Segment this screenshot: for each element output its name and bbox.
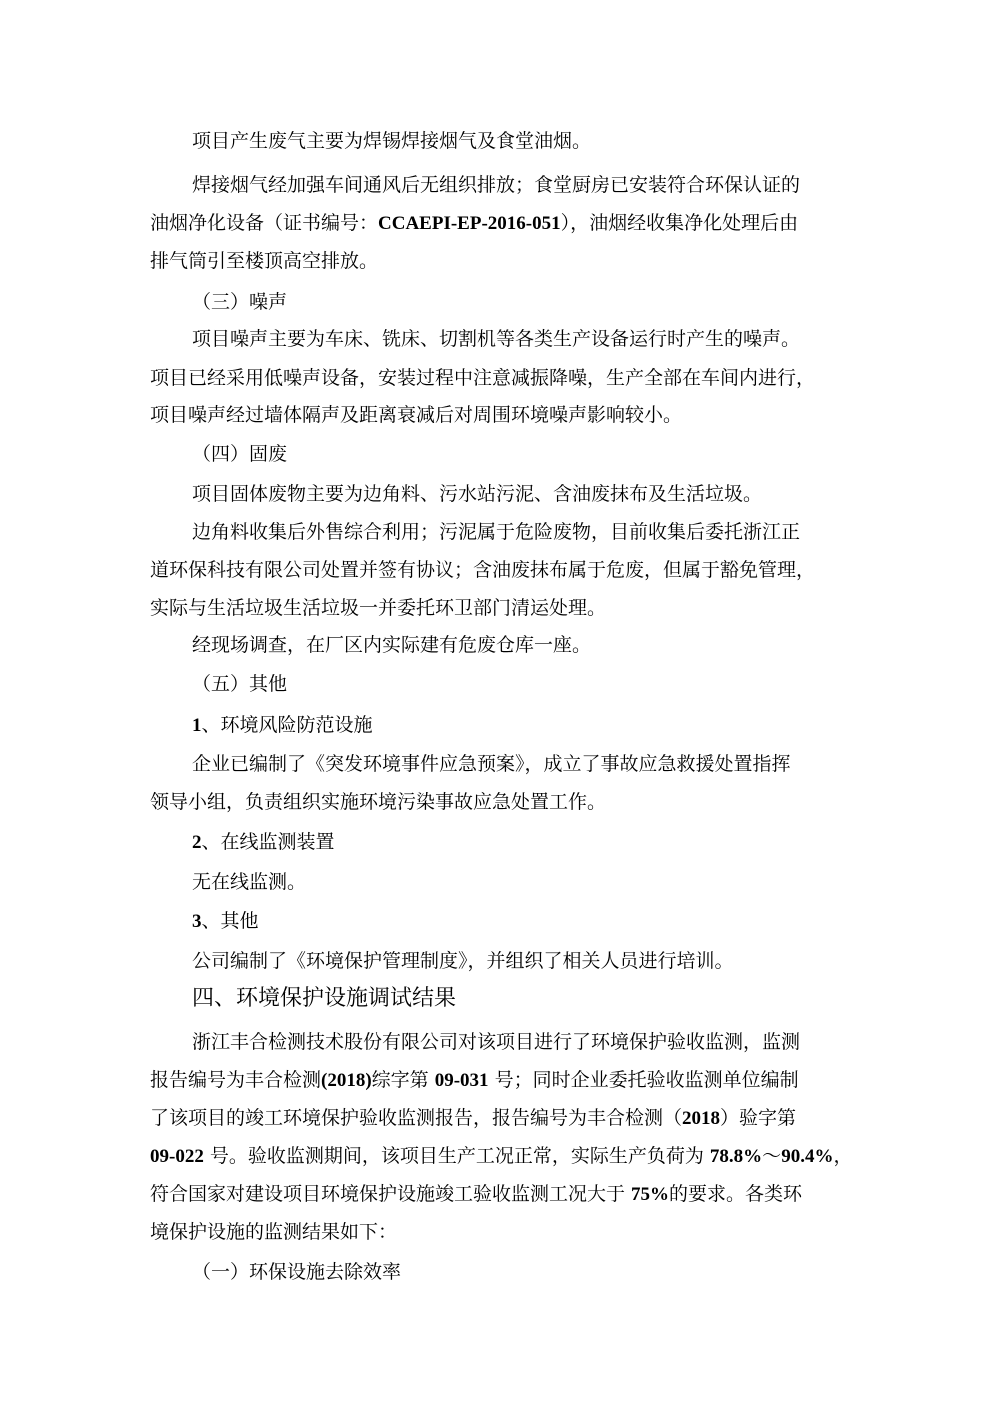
- report-number: 09-022: [150, 1146, 204, 1167]
- paragraph-line: [192, 173, 800, 197]
- paragraph-line: [150, 1220, 397, 1244]
- text: 综字第: [371, 1069, 435, 1091]
- report-year: 2018: [682, 1108, 721, 1129]
- text: （五）其他: [192, 673, 288, 695]
- item-heading: [192, 909, 259, 934]
- text: 项目固体废物主要为边角料、污水站污泥、含油废抹布及生活垃圾。: [192, 483, 763, 505]
- paragraph-line: [150, 366, 815, 390]
- paragraph-line: [150, 790, 606, 814]
- text: （四）固废: [192, 443, 288, 465]
- section-heading: [192, 442, 287, 466]
- text: 项目已经采用低噪声设备，安装过程中注意减振降噪，生产全部在车间内进行，: [150, 367, 816, 389]
- certificate-number: CCAEPI-EP-2016-051: [378, 213, 561, 234]
- text: 、其他: [201, 910, 259, 932]
- text: 、环境风险防范设施: [201, 714, 373, 736]
- paragraph-line: [192, 949, 734, 973]
- text: ）验字第: [720, 1107, 797, 1129]
- text: 报告编号为丰合检测: [150, 1069, 322, 1091]
- load-min: 78.8%: [709, 1146, 763, 1167]
- text: 的要求。各类环: [669, 1183, 803, 1205]
- text: 企业已编制了《突发环境事件应急预案》，成立了事故应急救援处置指挥: [192, 753, 791, 775]
- paragraph-line: [192, 129, 591, 153]
- text: 了该项目的竣工环境保护验收监测报告，报告编号为丰合检测（: [150, 1107, 683, 1129]
- paragraph-line: [150, 403, 682, 427]
- text: 符合国家对建设项目环境保护设施竣工验收监测工况大于: [150, 1183, 632, 1205]
- load-max: 90.4%: [781, 1146, 834, 1167]
- text: （三）噪声: [192, 291, 288, 313]
- section-heading: [192, 672, 287, 696]
- report-number: 09-031: [434, 1070, 489, 1091]
- paragraph-line: [150, 558, 815, 582]
- paragraph-line: [192, 752, 791, 776]
- text: 领导小组，负责组织实施环境污染事故应急处置工作。: [150, 791, 607, 813]
- text: 号；同时企业委托验收监测单位编制: [488, 1069, 799, 1091]
- text: 焊接烟气经加强车间通风后无组织排放；食堂厨房已安装符合环保认证的: [192, 174, 801, 196]
- text: 边角料收集后外售综合利用；污泥属于危险废物，目前收集后委托浙江正: [192, 521, 801, 543]
- text: 道环保科技有限公司处置并签有协议；含油废抹布属于危废，但属于豁免管理，: [150, 559, 816, 581]
- text: 境保护设施的监测结果如下：: [150, 1221, 398, 1243]
- text: 实际与生活垃圾生活垃圾一并委托环卫部门清运处理。: [150, 597, 607, 619]
- text: 油烟净化设备（证书编号：: [150, 212, 379, 234]
- section-heading: [192, 1260, 401, 1284]
- paragraph-line: [192, 520, 800, 544]
- text: 无在线监测。: [192, 871, 307, 893]
- paragraph-line: [150, 1106, 796, 1131]
- item-heading: [192, 830, 335, 855]
- text: 号。验收监测期间，该项目生产工况正常，实际生产负荷为: [203, 1145, 710, 1167]
- paragraph-line: [192, 327, 800, 351]
- item-number: 2: [192, 832, 202, 853]
- text: 经现场调查，在厂区内实际建有危废仓库一座。: [192, 634, 592, 656]
- item-number: 1: [192, 715, 202, 736]
- chapter-heading: [192, 985, 456, 1013]
- load-threshold: 75%: [631, 1184, 670, 1205]
- paragraph-line: [150, 1144, 852, 1169]
- text: ），油烟经收集净化处理后由: [560, 212, 799, 234]
- paragraph-line: [192, 482, 762, 506]
- text: 四、环境保护设施调试结果: [192, 986, 457, 1011]
- text: 项目噪声经过墙体隔声及距离衰减后对周围环境噪声影响较小。: [150, 404, 683, 426]
- text: 浙江丰合检测技术股份有限公司对该项目进行了环境保护验收监测，监测: [192, 1031, 801, 1053]
- paragraph-line: [150, 1182, 802, 1207]
- text: 排气筒引至楼顶高空排放。: [150, 250, 379, 272]
- item-heading: [192, 713, 373, 738]
- text: 项目产生废气主要为焊锡焊接烟气及食堂油烟。: [192, 130, 592, 152]
- paragraph-line: [150, 596, 606, 620]
- text: 、在线监测装置: [201, 831, 335, 853]
- text: （一）环保设施去除效率: [192, 1261, 402, 1283]
- paragraph-line: [192, 633, 591, 657]
- report-year: (2018): [321, 1070, 372, 1091]
- paragraph-line: [150, 1068, 799, 1093]
- paragraph-line: [150, 249, 378, 273]
- paragraph-line: [192, 1030, 800, 1054]
- paragraph-line: [192, 870, 306, 894]
- text: 项目噪声主要为车床、铣床、切割机等各类生产设备运行时产生的噪声。: [192, 328, 801, 350]
- paragraph-line: [150, 211, 798, 236]
- text: ，: [833, 1145, 853, 1167]
- section-heading: [192, 290, 287, 314]
- item-number: 3: [192, 911, 202, 932]
- text: 公司编制了《环境保护管理制度》，并组织了相关人员进行培训。: [192, 950, 734, 972]
- text: ～: [762, 1145, 782, 1167]
